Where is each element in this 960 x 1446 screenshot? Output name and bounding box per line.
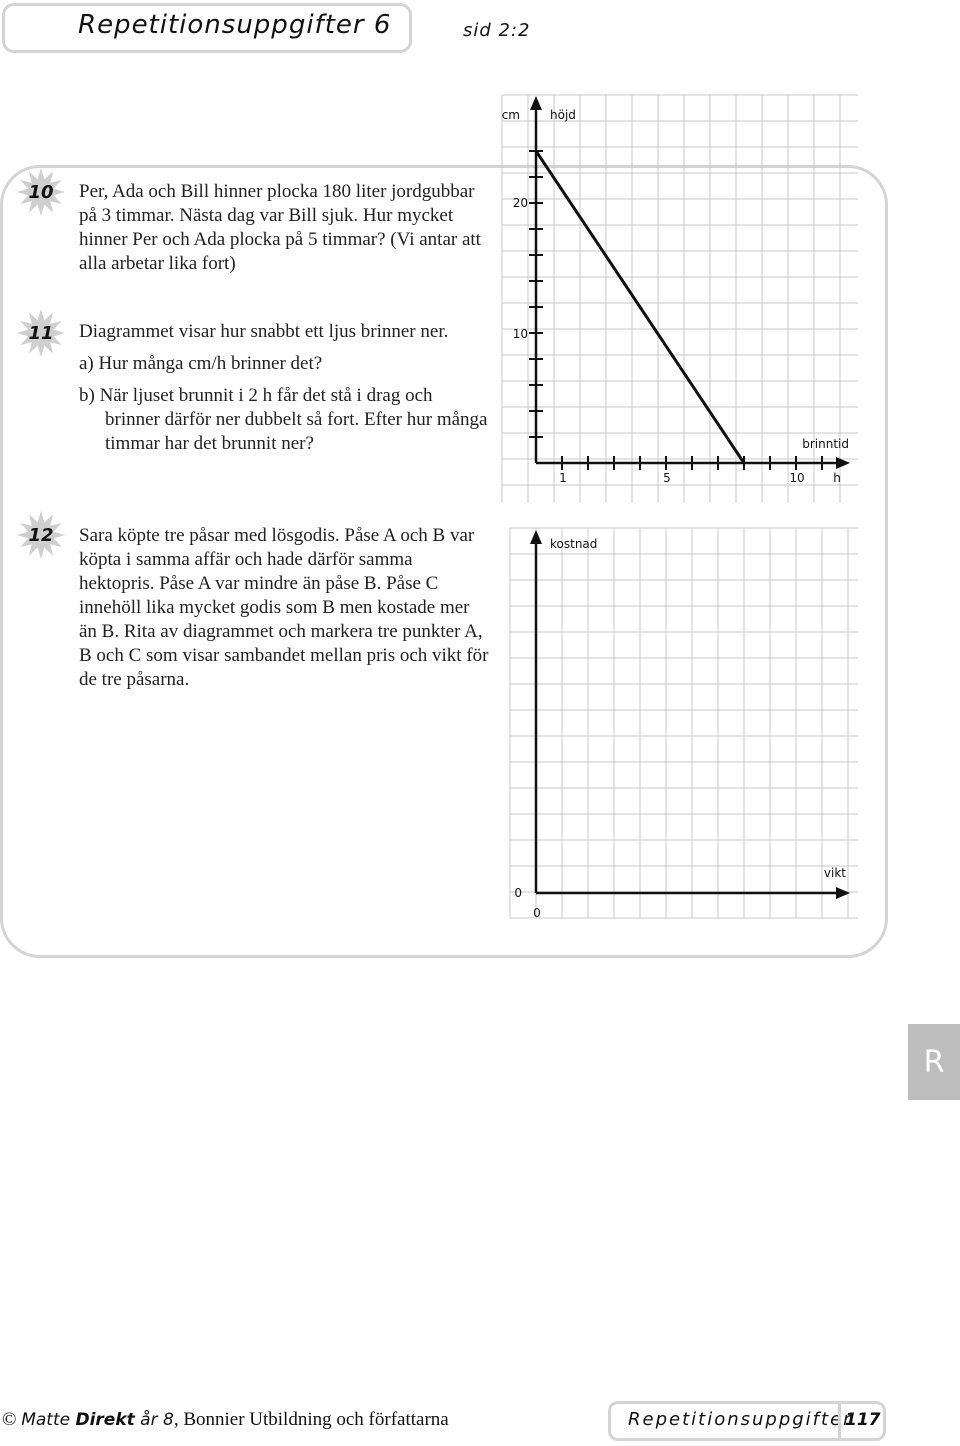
task-10-body: Per, Ada och Bill hinner plocka 180 liter jordgubbar på 3 timmar. Nästa dag var Bill sjuk. Hur mycket hinner Per och Ada plocka på 5 timmar? (Vi antar att alla arbetar lika fort) <box>79 181 481 274</box>
footer-section: Repetitionsuppgifter <box>628 1409 853 1430</box>
y-axis-label: höjd <box>550 108 576 122</box>
publisher: , Bonnier Utbildning och författarna <box>173 1409 449 1430</box>
y-tick-label: 10 <box>512 327 528 341</box>
task-11-intro: Diagrammet visar hur snabbt ett ljus brinner ner. <box>79 321 449 342</box>
x-axis-label: brinntid <box>802 437 849 451</box>
copyright-icon: © <box>2 1409 17 1430</box>
page-indicator: sid 2:2 <box>463 20 531 41</box>
y-tick-label: 0 <box>514 886 522 900</box>
x-tick-label: 1 <box>559 471 567 485</box>
task-11-a: a) Hur många cm/h brinner det? <box>79 353 323 374</box>
page-title: Repetitionsuppgifter 6 <box>78 10 392 40</box>
y-tick-label: 20 <box>512 196 528 210</box>
y-axis-arrow-icon <box>530 530 542 544</box>
task-12-body: Sara köpte tre påsar med lösgodis. Påse A och B var köpta i samma affär och hade därför samma hektopris. Påse A var mindre än påse B. Påse C innehöll lika mycket godis som B men kostade mer än B. Rita av diagrammet och markera tre punkter A, B och C som visar sambandet mellan pris och vikt för de tre påsarna. <box>79 525 489 690</box>
series-line <box>536 151 744 463</box>
cost-chart-grid <box>510 528 858 918</box>
section-tab: R <box>908 1024 960 1100</box>
x-tick-label: 0 <box>533 906 541 920</box>
page-number: 117 <box>845 1410 881 1430</box>
task-11-b: b) När ljuset brunnit i 2 h får det stå i drag och brinner därför ner dubbelt så fort. Efter hur många timmar har det brunnit ner? <box>79 385 488 454</box>
x-tick-label: 10 <box>789 471 805 485</box>
y-unit-label: cm <box>501 108 520 122</box>
y-axis-label: kostnad <box>550 537 598 551</box>
x-tick-label: 5 <box>663 471 671 485</box>
y-axis-arrow-icon <box>530 96 542 110</box>
task-number-11: 11 <box>16 308 66 358</box>
x-axis-label: vikt <box>823 866 846 880</box>
x-unit-label: h <box>833 471 841 485</box>
cost-chart <box>514 530 850 920</box>
footer-credits <box>2 1409 449 1431</box>
task-number-12: 12 <box>16 510 66 560</box>
task-number-10: 10 <box>16 167 66 217</box>
brand-name: Matte Direkt år 8 <box>21 1410 174 1430</box>
